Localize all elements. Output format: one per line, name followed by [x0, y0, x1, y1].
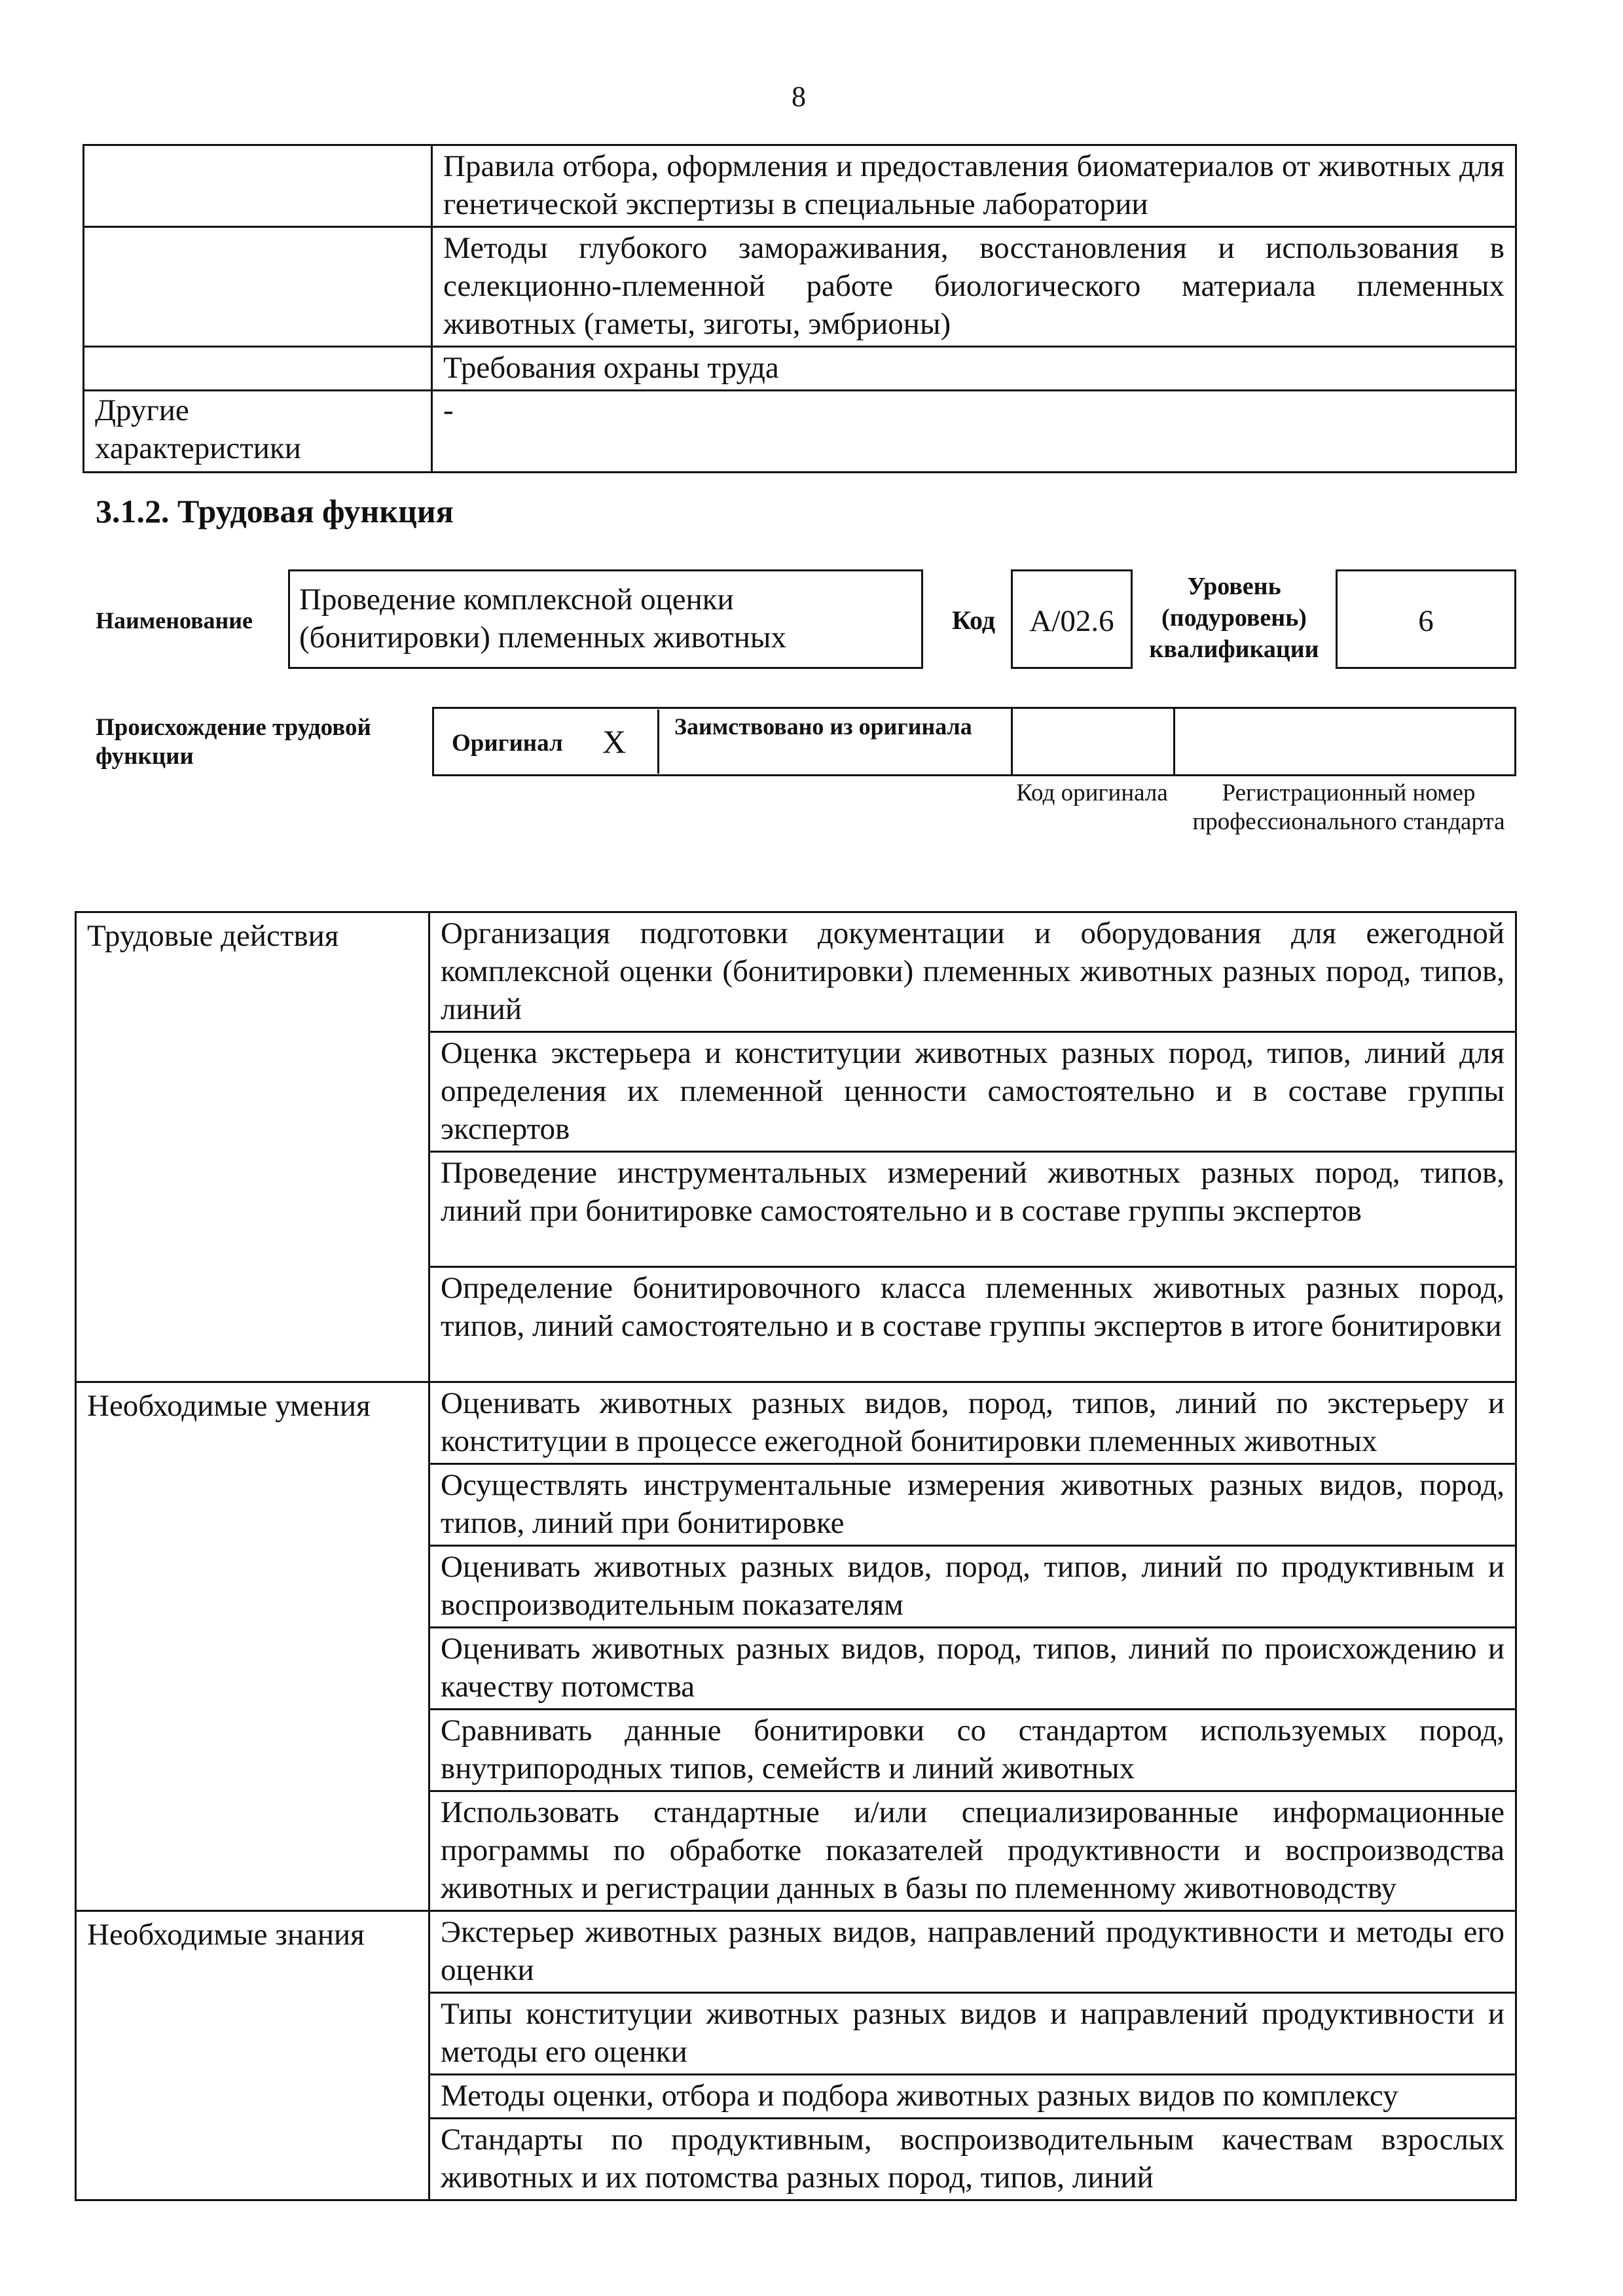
skill-row: Осуществлять инструментальные измерения животных разных видов, пород, типов, линий при бонитировке	[429, 1464, 1516, 1546]
level-box	[1336, 569, 1516, 669]
name-box	[288, 569, 923, 669]
section-heading: 3.1.2. Трудовая функция	[96, 493, 454, 529]
knowledge-row: Правила отбора, оформления и предоставления биоматериалов от животных для генетической экспертизы в специальные лаборатории	[432, 145, 1516, 227]
level-label: Уровень (подуровень) квалификации	[1149, 573, 1319, 663]
divider	[1011, 707, 1013, 776]
divider	[657, 709, 659, 774]
other-characteristics-label: Другие характеристики	[84, 391, 432, 473]
skill-row: Сравнивать данные бонитировки со стандартом используемых пород, внутрипородных типов, семейств и линий животных	[429, 1710, 1516, 1791]
skills-label-cell: Необходимые умения	[76, 1382, 429, 1911]
knowledge-row: Типы конституции животных разных видов и направлений продуктивности и методы его оценки	[429, 1993, 1516, 2075]
function-name: Проведение комплексной оценки (бонитировки) племенных животных	[299, 583, 786, 655]
skill-row: Оценивать животных разных видов, пород, типов, линий по экстерьеру и конституции в процессе ежегодной бонитировки племенных животных	[429, 1382, 1516, 1464]
level-value: 6	[1418, 604, 1434, 638]
code-original-label: Код оригинала	[1016, 780, 1168, 806]
other-characteristics-value: -	[432, 391, 1516, 473]
code-value: А/02.6	[1029, 604, 1114, 638]
knowledge-row: Требования охраны труда	[432, 347, 1516, 391]
knowledge-row: Методы оценки, отбора и подбора животных разных видов по комплексу	[429, 2075, 1516, 2119]
borrowed-label: Заимствовано из оригинала	[674, 713, 972, 740]
code-label: Код	[952, 605, 996, 635]
skill-row: Оценивать животных разных видов, пород, типов, линий по происхождению и качеству потомства	[429, 1628, 1516, 1710]
labor-action-row: Определение бонитировочного класса племенных животных разных пород, типов, линий самостоятельно и в составе группы экспертов в итоге бонитировки	[429, 1267, 1516, 1382]
skill-row: Использовать стандартные и/или специализированные информационные программы по обработке показателей продуктивности и воспроизводства животных и регистрации данных в базы по племенному животноводству	[429, 1791, 1516, 1911]
original-mark: X	[602, 723, 627, 760]
reg-number-label: Регистрационный номер профессионального стандарта	[1192, 780, 1505, 835]
code-box	[1011, 569, 1133, 669]
labor-actions-label-cell: Трудовые действия	[76, 912, 429, 1382]
knowledge-label-cell: Необходимые знания	[76, 1911, 429, 2200]
name-label: Наименование	[96, 607, 253, 634]
labor-function-table	[75, 911, 1517, 2201]
divider	[1173, 707, 1175, 776]
labor-action-row: Организация подготовки документации и оборудования для ежегодной комплексной оценки (бонитировки) племенных животных разных пород, типов, линий	[429, 912, 1516, 1032]
empty-label-cell	[84, 145, 432, 227]
empty-label-cell	[84, 227, 432, 347]
labor-action-row: Проведение инструментальных измерений животных разных пород, типов, линий при бонитировке самостоятельно и в составе группы экспертов	[429, 1152, 1516, 1267]
knowledge-row: Методы глубокого замораживания, восстановления и использования в селекционно-племенной работе биологического материала племенных животных (гаметы, зиготы, эмбрионы)	[432, 227, 1516, 347]
labor-action-row: Оценка экстерьера и конституции животных разных пород, типов, линий для определения их племенной ценности самостоятельно и в составе группы экспертов	[429, 1032, 1516, 1152]
page-number: 8	[792, 81, 806, 113]
origin-label: Происхождение трудовой функции	[96, 714, 371, 770]
empty-label-cell	[84, 347, 432, 391]
skill-row: Оценивать животных разных видов, пород, типов, линий по продуктивным и воспроизводительным показателям	[429, 1546, 1516, 1628]
knowledge-row: Экстерьер животных разных видов, направлений продуктивности и методы его оценки	[429, 1911, 1516, 1993]
continued-knowledge-table	[82, 144, 1517, 473]
knowledge-row: Стандарты по продуктивным, воспроизводительным качествам взрослых животных и их потомства разных пород, типов, линий	[429, 2119, 1516, 2200]
original-label: Оригинал	[452, 730, 563, 757]
